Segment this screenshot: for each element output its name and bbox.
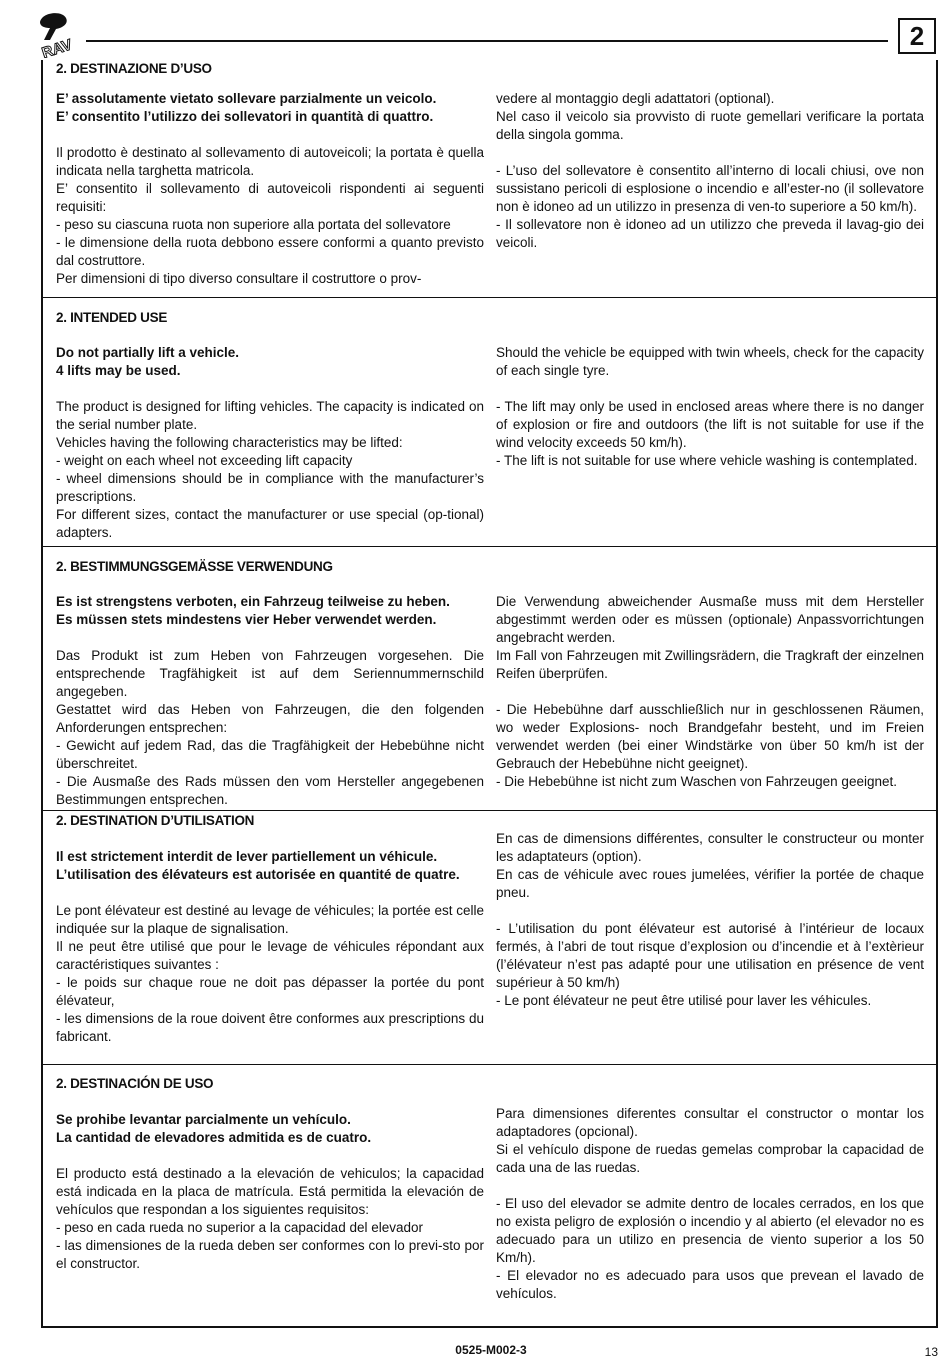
section-title: 2. INTENDED USE bbox=[56, 310, 168, 325]
warning-text: 4 lifts may be used. bbox=[56, 363, 181, 378]
paragraph: Le pont élévateur est destiné au levage de véhicules; la portée est celle indiquée sur la plaque de signalisation. bbox=[56, 903, 484, 936]
paragraph: - Il sollevatore non è idoneo ad un utilizzo che preveda il lavag-gio dei veicoli. bbox=[496, 217, 924, 250]
paragraph: - Le pont élévateur ne peut être utilisé pour laver les véhicules. bbox=[496, 993, 872, 1008]
paragraph: For different sizes, contact the manufacturer or use special (op-tional) adapters. bbox=[56, 507, 484, 540]
warning-text: Il est strictement interdit de lever partiellement un véhicule. bbox=[56, 849, 438, 864]
paragraph: Para dimensiones diferentes consultar el constructor o montar los adaptadores (opcional). bbox=[496, 1106, 924, 1139]
paragraph: - Die Hebebühne ist nicht zum Waschen von Fahrzeugen geeignet. bbox=[496, 774, 897, 789]
paragraph: - The lift is not suitable for use where vehicle washing is contemplated. bbox=[496, 453, 918, 468]
page-number: 13 bbox=[924, 1345, 938, 1359]
paragraph: El producto está destinado a la elevación de vehiculos; la capacidad está indicada en la placa de matrícula. Está permitida la elevación de vehículos que respondan a los siguientes requisitos: bbox=[56, 1166, 484, 1217]
paragraph: - las dimensiones de la rueda deben ser conformes con lo previ-sto por el constructor. bbox=[56, 1238, 484, 1271]
warning-text: E’ consentito l’utilizzo dei sollevatori in quantità di quattro. bbox=[56, 109, 434, 124]
section-english bbox=[43, 309, 936, 547]
paragraph: - Die Ausmaße des Rads müssen den vom Hersteller angegebenen Bestimmungen entsprechen. bbox=[56, 774, 484, 807]
paragraph: - El uso del elevador se admite dentro de locales cerrados, en los que no exista peligro de explosión o incendio y al abierto (el elevador no es adecuado para un utilizo en presencia de viento superior a los 50 Km/h). bbox=[496, 1196, 924, 1265]
section-spanish bbox=[43, 1064, 936, 1327]
paragraph: - le dimensione della ruota debbono essere conformi a quanto previsto dal costruttore. bbox=[56, 235, 484, 268]
logo-text: RAV bbox=[39, 36, 75, 58]
paragraph: - peso su ciascuna ruota non superiore alla portata del sollevatore bbox=[56, 217, 451, 232]
paragraph: - weight on each wheel not exceeding lift capacity bbox=[56, 453, 353, 468]
paragraph: Per dimensioni di tipo diverso consultare il costruttore o prov- bbox=[56, 271, 422, 286]
paragraph: Should the vehicle be equipped with twin wheels, check for the capacity of each single tyre. bbox=[496, 345, 924, 378]
section-german bbox=[43, 558, 936, 811]
paragraph: - Gewicht auf jedem Rad, das die Tragfähigkeit der Hebebühne nicht überschreitet. bbox=[56, 738, 484, 771]
paragraph: - L’uso del sollevatore è consentito all’interno di locali chiusi, ove non sussistano pericoli di esplosione o incendio e all’ester-no (il sollevatore non è idoneo ad un utilizzo in presenza di ven-to superiore a 50 km/h). bbox=[496, 163, 924, 214]
paragraph: - peso en cada rueda no superior a la capacidad del elevador bbox=[56, 1220, 423, 1235]
paragraph: Das Produkt ist zum Heben von Fahrzeugen vorgesehen. Die entsprechende Tragfähigkeit ist auf dem Seriennummernschild angegeben. bbox=[56, 648, 484, 699]
column-right bbox=[496, 1105, 924, 1303]
paragraph: Il prodotto è destinato al sollevamento di autoveicoli; la portata è quella indicata nella targhetta matricola. bbox=[56, 145, 484, 178]
warning-text: Es ist strengstens verboten, ein Fahrzeug teilweise zu heben. bbox=[56, 594, 450, 609]
warning-text: L’utilisation des élévateurs est autorisée en quantité de quatre. bbox=[56, 867, 460, 882]
column-right bbox=[496, 90, 924, 252]
paragraph: Im Fall von Fahrzeugen mit Zwillingsrädern, die Tragkraft der einzelnen Reifen überprüfen. bbox=[496, 648, 924, 681]
document-code: 0525-M002-3 bbox=[455, 1343, 527, 1357]
section-title: 2. BESTIMMUNGSGEMÄSSE VERWENDUNG bbox=[56, 559, 333, 574]
paragraph: Vehicles having the following characteristics may be lifted: bbox=[56, 435, 403, 450]
column-right bbox=[496, 593, 924, 791]
paragraph: - L’utilisation du pont élévateur est autorisé à l’intérieur de locaux fermés, à l’abri de tout risque d’explosion ou d’incendie et à l’extèrieur (l’élévateur n’est pas adapté pour une utilisation en présence de vent supérieur à 50 km/h) bbox=[496, 921, 924, 990]
section-title: 2. DESTINATION D’UTILISATION bbox=[56, 813, 255, 828]
column-right bbox=[496, 830, 924, 1010]
column-left bbox=[56, 344, 484, 542]
section-title: 2. DESTINAZIONE D’USO bbox=[56, 61, 212, 76]
warning-text: La cantidad de elevadores admitida es de cuatro. bbox=[56, 1130, 372, 1145]
rav-logo bbox=[36, 10, 82, 58]
content-frame bbox=[41, 60, 938, 1328]
column-right bbox=[496, 344, 924, 470]
paragraph: - Die Hebebühne darf ausschließlich nur in geschlossenen Räumen, wo weder Explosions- noch Brandgefahr besteht, und im Freien verwendet werden (bei einer Windstärke von über 50 km/h ist der Gebrauch der Hebebühne nicht geeignet). bbox=[496, 702, 924, 771]
paragraph: Si el vehículo dispone de ruedas gemelas comprobar la capacidad de cada una de las ruedas. bbox=[496, 1142, 924, 1175]
column-left bbox=[56, 848, 484, 1046]
paragraph: - The lift may only be used in enclosed areas where there is no danger of explosion or fire and outdoors (the lift is not suitable for use if the wind velocity exceeds 50 km/h). bbox=[496, 399, 924, 450]
paragraph: En cas de dimensions différentes, consulter le constructeur ou monter les adaptateurs (option). bbox=[496, 831, 924, 864]
paragraph: - El elevador no es adecuado para usos que prevean el lavado de vehículos. bbox=[496, 1268, 924, 1301]
section-french bbox=[43, 812, 936, 1070]
section-italian bbox=[43, 60, 936, 298]
paragraph: Il ne peut être utilisé que pour le levage de véhicules répondant aux caractéristiques suivantes : bbox=[56, 939, 484, 972]
warning-text: Es müssen stets mindestens vier Heber verwendet werden. bbox=[56, 612, 437, 627]
paragraph: The product is designed for lifting vehicles. The capacity is indicated on the serial number plate. bbox=[56, 399, 484, 432]
column-left bbox=[56, 593, 484, 809]
warning-text: Do not partially lift a vehicle. bbox=[56, 345, 240, 360]
paragraph: - le poids sur chaque roue ne doit pas dépasser la portée du pont élévateur, bbox=[56, 975, 484, 1008]
paragraph: - les dimensions de la roue doivent être conformes aux prescriptions du fabricant. bbox=[56, 1011, 484, 1044]
paragraph: Nel caso il veicolo sia provvisto di ruote gemellari verificare la portata della singola gomma. bbox=[496, 109, 924, 142]
section-title: 2. DESTINACIÓN DE USO bbox=[56, 1076, 214, 1091]
paragraph: En cas de véhicule avec roues jumelées, vérifier la portée de chaque pneu. bbox=[496, 867, 924, 900]
section-number-box: 2 bbox=[898, 18, 936, 54]
header-rule bbox=[86, 40, 888, 42]
column-left bbox=[56, 1111, 484, 1273]
paragraph: Die Verwendung abweichender Ausmaße muss mit dem Hersteller abgestimmt werden oder es müssen (optionale) Anpassvorrichtungen angebracht werden. bbox=[496, 594, 924, 645]
warning-text: E’ assolutamente vietato sollevare parzialmente un veicolo. bbox=[56, 91, 437, 106]
warning-text: Se prohibe levantar parcialmente un vehículo. bbox=[56, 1112, 351, 1127]
paragraph: vedere al montaggio degli adattatori (optional). bbox=[496, 91, 775, 106]
column-left bbox=[56, 90, 484, 288]
paragraph: - wheel dimensions should be in compliance with the manufacturer’s prescriptions. bbox=[56, 471, 484, 504]
paragraph: E’ consentito il sollevamento di autoveicoli rispondenti ai seguenti requisiti: bbox=[56, 181, 484, 214]
paragraph: Gestattet wird das Heben von Fahrzeugen, die den folgenden Anforderungen entsprechen: bbox=[56, 702, 484, 735]
